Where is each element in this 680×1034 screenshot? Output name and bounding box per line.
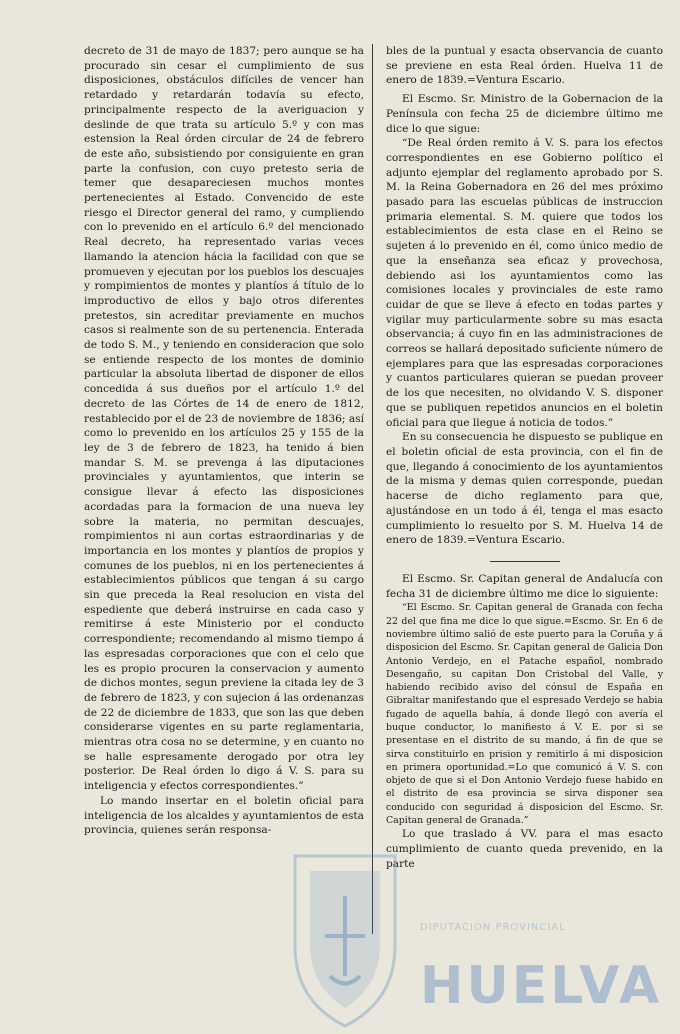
right-paragraph-7: Lo que traslado á VV. para el mas esacto cumplimiento de cuanto queda prevenido, en la parte bbox=[386, 828, 663, 870]
right-paragraph-4: En su consecuencia he dispuesto se publique en el boletin oficial de esta provincia, con el fin de que, llegando á conocimiento de los ayuntamientos de la misma y demas quien corresponde, puedan hacerse de dicho reglamento para que, ajustándose en un todo á él, tenga el mas esacto cumplimiento lo resuelto por S. M. Huelva 14 de enero de 1839.=Ventura Escario. bbox=[386, 431, 663, 547]
column-divider bbox=[372, 44, 373, 934]
right-paragraph-5: El Escmo. Sr. Capitan general de Andalucía con fecha 31 de diciembre último me dice lo siguiente: bbox=[386, 572, 663, 600]
left-paragraph-2: Lo mando insertar en el boletin oficial para inteligencia de los alcaldes y ayuntamientos de esta provincia, quienes serán responsa- bbox=[84, 794, 364, 837]
left-paragraph-1: decreto de 31 de mayo de 1837; pero aunque se ha procurado sin cesar el cumplimiento de sus disposiciones, obstáculos difíciles de vencer han retardado y retardarán todavía su efecto, principalmente respecto de la averiguacion y deslinde de que trata su artículo 5.º y con mas estension la Real órden circular de 24 de febrero de este año, subsistiendo por consiguiente en gran parte la confusion, con cuyo pretesto seria de temer que desapareciesen muchos montes pertenecientes al Estado. Convencido de este riesgo el Director general del ramo, y cumpliendo con lo prevenido en el artículo 6.º del mencionado Real decreto, ha representado varias veces llamando la atencion hácia la facilidad con que se promueven y ejecutan por los pueblos los descuajes y rompimientos de montes y plantíos á título de lo improductivo de ellos y bajo otros diferentes pretestos, sin acreditar previamente en muchos casos si realmente son de su pertenencia. Enterada de todo S. M., y teniendo en consideracion que solo se entiende respecto de los montes de dominio particular la absoluta libertad de disponer de ellos concedida á sus dueños por el artículo 1.º del decreto de las Córtes de 14 de enero de 1812, restablecido por el de 23 de noviembre de 1836; así como lo prevenido en los artículos 25 y 155 de la ley de 3 de febrero de 1823, ha tenido á bien mandar S. M. se prevenga á las diputaciones provinciales y ayuntamientos, que interin se consigue llevar á efecto las disposiciones acordadas para la formacion de una nueva ley sobre la materia, no permitan descuajes, rompimientos ni aun cortas estraordinarias y de importancia en los montes y plantíos de propios y comunes de los pueblos, ni en los pertenecientes á establecimientos públicos que tengan á su cargo sin que preceda la Real resolucion en vista del espediente que deberá instruirse en cada caso y remitirse á este Ministerio por el conducto correspondiente; recomendando al mismo tiempo á las espresadas corporaciones que con el celo que les es propio procuren la conservacion y aumento de dichos montes, segun previene la citada ley de 3 de febrero de 1823, y con sujecion á las ordenanzas de 22 de diciembre de 1833, que son las que deben considerarse vigentes en su parte reglamentaria, mientras otra cosa no se determine, y en cuanto no se halle espresamente derogado por otra ley posterior. De Real órden lo digo á V. S. para su inteligencia y efectos correspondientes.” bbox=[84, 45, 364, 793]
left-column bbox=[84, 44, 364, 838]
right-paragraph-2: El Escmo. Sr. Ministro de la Gobernacion de la Península con fecha 25 de diciembre último me dice lo que sigue: bbox=[386, 93, 663, 135]
watermark-text: HUELVA bbox=[420, 956, 663, 1016]
right-paragraph-1: bles de la puntual y esacta observancia de cuanto se previene en esta Real órden. Huelva 11 de enero de 1839.=Ventura Escario. bbox=[386, 45, 663, 87]
watermark-subtext: DIPUTACIÓN PROVINCIAL bbox=[420, 922, 566, 933]
right-column bbox=[386, 44, 663, 871]
right-paragraph-6: “El Escmo. Sr. Capitan general de Granada con fecha 22 del que fina me dice lo que sigue.=Escmo. Sr. En 6 de noviembre último salió de este puerto para la Coruña y á disposicion del Escmo. Sr. Capitan general de Galicia Don Antonio Verdejo, en el Patache español, nombrado Desengaño, su capitan Don Cristobal del Valle, y habiendo recibido aviso del cónsul de España en Gibraltar manifestando que el espresado Verdejo se habia fugado de aquella bahía, á donde llegó con avería el buque conductor, lo manifiesto á V. E. por si se presentase en el distrito de su mando, á fin de que se sirva constituirlo en prision y remitirlo á mi disposicion en primera oportunidad.=Lo que comunicó á V. S. con objeto de que si el Don Antonio Verdejo fuese habido en el distrito de esa provincia se sirva disponer sea conducido con seguridad á disposicion del Escmo. Sr. Capitan general de Granada.” bbox=[386, 602, 663, 827]
right-paragraph-3: “De Real órden remito á V. S. para los efectos correspondientes en ese Gobierno político el adjunto ejemplar del reglamento aprobado por S. M. la Reina Gobernadora en 26 del mes próximo pasado para las escuelas públicas de instruccion primaria elemental. S. M. quiere que todos los establecimientos de esta clase en el Reino se sujeten á lo prevenido en él, como único medio de que la enseñanza sea eficaz y provechosa, debiendo asi los ayuntamientos como las comisiones locales y provinciales de este ramo cuidar de que se lleve á efecto en todas partes y vigilar muy particularmente sobre su mas esacta observancia; á cuyo fin en las administraciones de correos se hallará depositado suficiente número de ejemplares para que las espresadas corporaciones y cuantos particulares quieran se puedan proveer de los que necesiten, no olvidando V. S. disponer que se publiquen repetidos anuncios en el boletin oficial para que llegue á noticia de todos.” bbox=[386, 137, 663, 429]
section-separator bbox=[490, 561, 560, 562]
